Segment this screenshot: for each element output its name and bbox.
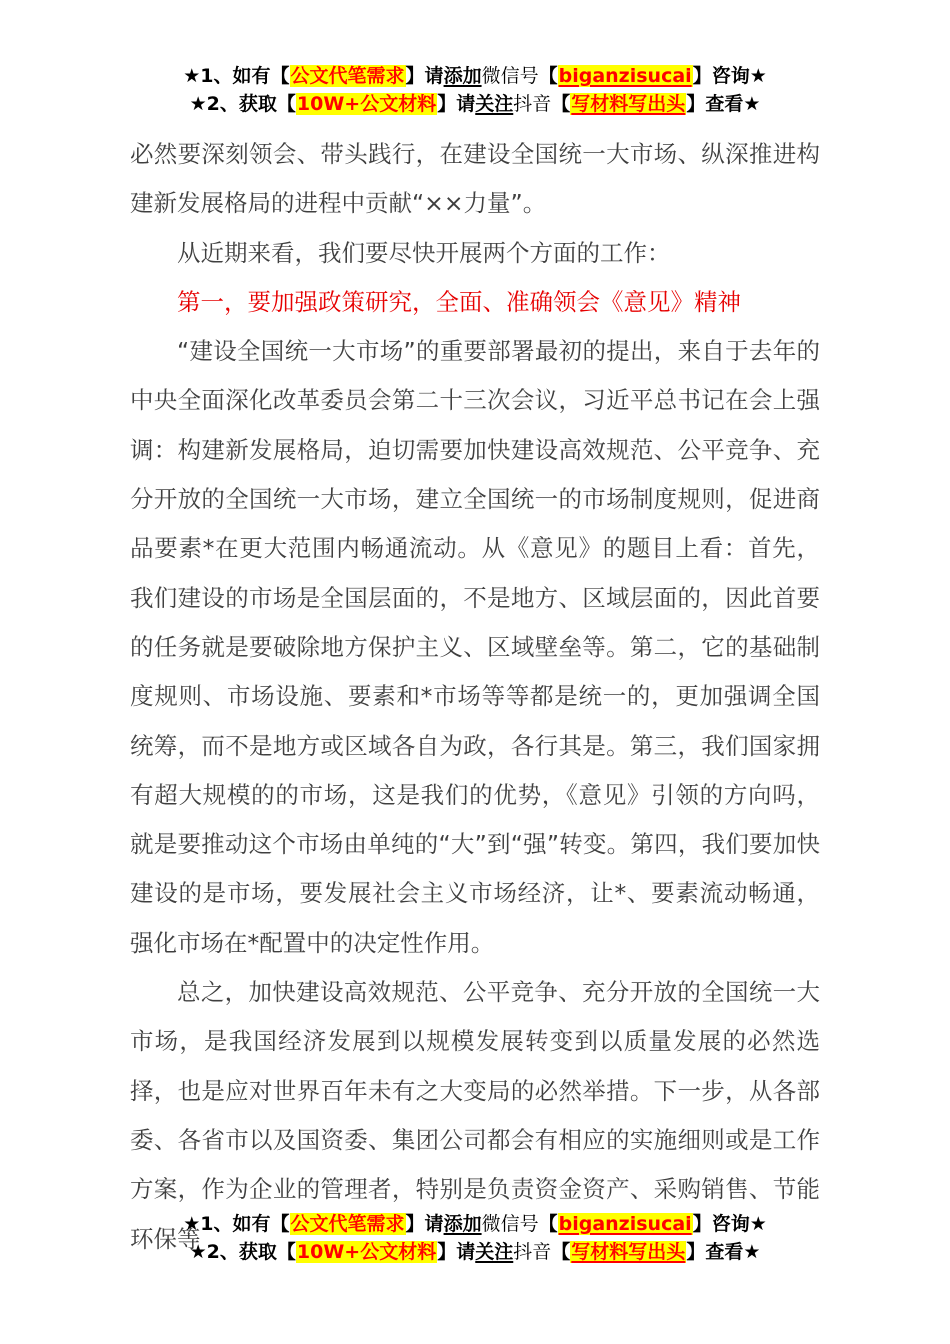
banner-segment: 】咨询★: [692, 65, 767, 87]
promo-banner-bottom-line2: [0, 1238, 950, 1266]
banner-segment: ★2、获取【: [189, 93, 296, 115]
banner-segment: 】请: [437, 93, 476, 115]
promo-banner-top: [0, 0, 950, 118]
banner-segment: 公文代笔需求: [290, 65, 405, 87]
banner-segment: 添加: [443, 65, 482, 87]
promo-banner-bottom-line1: [0, 1210, 950, 1238]
banner-segment: ★2、获取【: [189, 1241, 296, 1263]
paragraph-near-term: 从近期来看，我们要尽快开展两个方面的工作：: [177, 238, 671, 267]
banner-segment: 添加: [443, 1213, 482, 1235]
banner-segment: 微信号: [481, 1213, 539, 1235]
banner-segment: ★1、如有【: [183, 1213, 290, 1235]
promo-banner-top-line1: [0, 62, 950, 90]
paragraph-continuation: 必然要深刻领会、带头践行，在建设全国统一大市场、纵深推进构建新发展格局的进程中贡献“××力量”。: [130, 140, 820, 218]
banner-segment: 【: [538, 65, 558, 87]
banner-segment: 抖音: [513, 93, 552, 115]
banner-segment: 10W+公文材料: [296, 93, 437, 115]
banner-segment: 写材料写出头: [571, 1241, 686, 1263]
document-body: [130, 130, 820, 1264]
banner-segment: 写材料写出头: [571, 93, 686, 115]
banner-segment: 公文代笔需求: [290, 1213, 405, 1235]
banner-segment: biganzisucai: [558, 1213, 692, 1235]
heading-first-point: 第一，要加强政策研究，全面、准确领会《意见》精神: [177, 287, 741, 316]
banner-segment: 关注: [475, 93, 514, 115]
banner-segment: 】咨询★: [692, 1213, 767, 1235]
paragraph-policy-analysis: “建设全国统一大市场”的重要部署最初的提出，来自于去年的中央全面深化改革委员会第二十三次会议，习近平总书记在会上强调：构建新发展格局，迫切需要加快建设高效规范、公平竞争、充分开放的全国统一大市场，建立全国统一的市场制度规则，促进商品要素*在更大范围内畅通流动。从《意见》的题目上看：首先，我们建设的市场是全国层面的，不是地方、区域层面的，因此首要的任务就是要破除地方保护主义、区域壁垒等。第二，它的基础制度规则、市场设施、要素和*市场等等都是统一的，更加强调全国统筹，而不是地方或区域各自为政，各行其是。第三，我们国家拥有超大规模的的市场，这是我们的优势，《意见》引领的方向吗，就是要推动这个市场由单纯的“大”到“强”转变。第四，我们要加快建设的是市场，要发展社会主义市场经济，让*、要素流动畅通，强化市场在*配置中的决定性作用。: [130, 337, 820, 957]
banner-segment: 抖音: [513, 1241, 552, 1263]
banner-segment: 】查看★: [686, 1241, 761, 1263]
banner-segment: 【: [551, 1241, 571, 1263]
promo-banner-top-line2: [0, 90, 950, 118]
promo-banner-bottom: [0, 1210, 950, 1266]
banner-segment: 】请: [405, 1213, 444, 1235]
banner-segment: 】请: [437, 1241, 476, 1263]
banner-segment: biganzisucai: [558, 65, 692, 87]
banner-segment: 】查看★: [686, 93, 761, 115]
banner-segment: ★1、如有【: [183, 65, 290, 87]
banner-segment: 】请: [405, 65, 444, 87]
banner-segment: 【: [551, 93, 571, 115]
banner-segment: 微信号: [481, 65, 539, 87]
banner-segment: 关注: [475, 1241, 514, 1263]
banner-segment: 【: [538, 1213, 558, 1235]
banner-segment: 10W+公文材料: [296, 1241, 437, 1263]
paragraph-summary: 总之，加快建设高效规范、公平竞争、充分开放的全国统一大市场，是我国经济发展到以规模发展转变到以质量发展的必然选择，也是应对世界百年未有之大变局的必然举措。下一步，从各部委、各省市以及国资委、集团公司都会有相应的实施细则或是工作方案，作为企业的管理者，特别是负责资金资产、采购销售、节能环保等: [130, 978, 820, 1253]
